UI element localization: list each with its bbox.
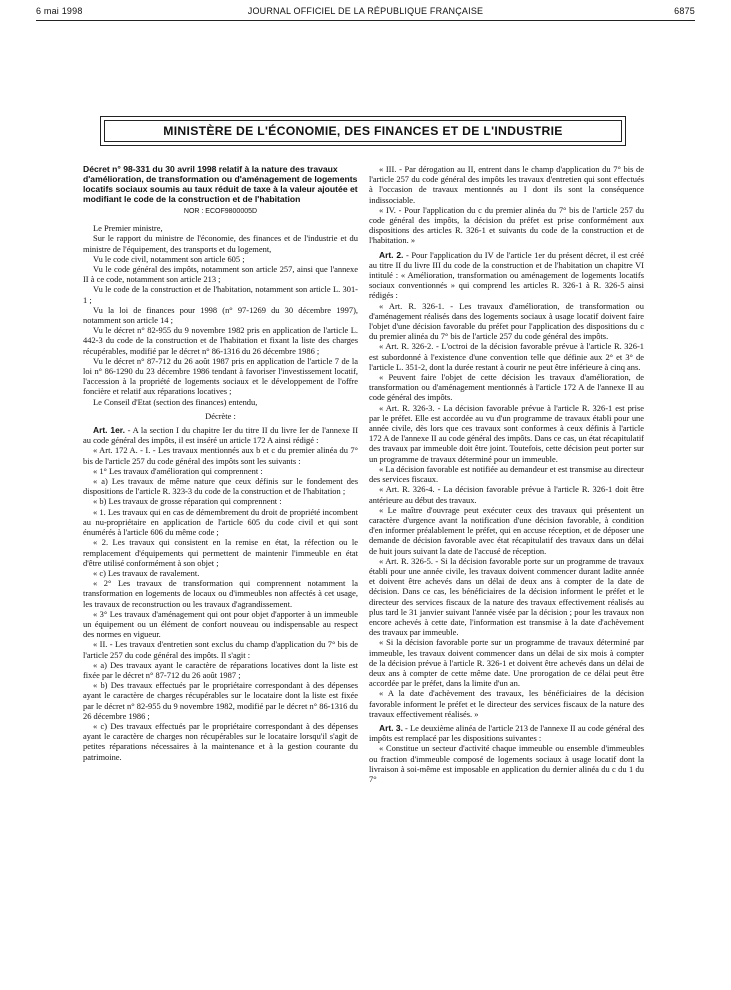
paragraph [83,507,358,538]
running-header [36,6,695,20]
paragraph [83,325,358,356]
paragraph [83,445,358,465]
paragraph-text: Sur le rapport du ministre de l'économie, des finances et de l'industrie et du ministre de l'équipement, des transports et du logement, [83,233,358,254]
paragraph-text: « a) Des travaux ayant le caractère de réparations locatives dont la liste est fixée par le décret n° 87-712 du 26 août 1987 ; [83,659,358,680]
paragraph [369,556,644,638]
paragraph [369,484,644,504]
paragraph-text: « Art. 172 A. - I. - Les travaux mentionnés aux b et c du premier alinéa du 7° bis de l'article 257 du code général des impôts sont les suivants : [83,445,358,466]
paragraph [83,223,358,233]
paragraph [83,680,358,721]
decree-nor: NOR : ECOF9800005D [183,208,258,215]
paragraph [83,411,358,421]
paragraph-text: « Art. R. 326-5. - Si la décision favorable porte sur un programme de travaux établi pour une année civile, les travaux doivent commencer durant ladite année et doivent être achevés dans un délai de deux ans à compter de la date de décision. Dans ce cas, les bénéficiaires de la décision informent le préfet et le directeur des services fiscaux de la nature des travaux effectivement réalisés au plus tard le 31 janvier suivant l'année visée par la décision ; pour les travaux non encore achevés à cette date, l'information est transmise à la date d'achèvement des travaux par immeuble. [369,555,644,638]
article-label: Art. 3. [379,722,403,733]
paragraph [369,688,644,719]
left-column [83,164,358,762]
paragraph-text: « Art. R. 326-2. - L'octroi de la décision favorable prévue à l'article R. 326-1 est subordonné à l'existence d'une convention telle que définie aux 2° et 3° de l'article L. 351-2, dont la durée restant à courir ne peut être inférieure à cinq ans. [369,341,644,372]
paragraph [83,284,358,304]
decree-title: Décret n° 98-331 du 30 avril 1998 relatif à la nature des travaux d'amélioration, de transformation ou d'aménagement de logements locatifs sociaux soumis au taux réduit de taxe à la valeur ajoutée et modifiant le code de la construction et de l'habitation [83,164,358,204]
paragraph [83,568,358,578]
paragraph [83,609,358,640]
paragraph [83,496,358,506]
header-journal: JOURNAL OFFICIEL DE LA RÉPUBLIQUE FRANÇAISE [247,6,484,16]
paragraph [83,305,358,325]
paragraph-text: Le Premier ministre, [93,223,163,234]
paragraph [83,476,358,496]
paragraph-text: « c) Les travaux de ravalement. [93,567,200,578]
article-paragraph [83,425,358,445]
paragraph [369,301,644,342]
article-label: Art. 2. [379,249,404,260]
paragraph-text: « b) Les travaux de grosse réparation qui comprennent : [93,496,282,507]
paragraph [83,466,358,476]
paragraph [369,341,644,372]
header-page-number: 6875 [674,6,695,16]
paragraph-text: Vu le code de la construction et de l'habitation, notamment son article L. 301-1 ; [83,284,358,305]
left-column-body [83,223,358,762]
paragraph [369,164,644,205]
paragraph-text: Vu la loi de finances pour 1998 (n° 97-1269 du 30 décembre 1997), notamment son article 14 ; [83,304,358,326]
paragraph [83,578,358,609]
paragraph-text: Le Conseil d'Etat (section des finances) entendu, [93,396,258,407]
header-rule [36,20,695,21]
paragraph [83,264,358,284]
ministry-box [100,116,626,146]
paragraph-text: - Pour l'application du IV de l'article 1er du présent décret, il est créé au titre II du livre III du code de la construction et de l'habitation un chapitre VI intitulé : « Amélioration, transformation ou aménagement de logements locatifs sociaux conventionnés » qui comprend les articles R. 326-1 à R. 326-5 ainsi rédigés : [369,249,645,301]
paragraph [369,743,644,784]
paragraph-text: « c) Des travaux effectués par le propriétaire correspondant à des dépenses ayant le caractère de charges non récupérables sur le locataire lorsqu'il s'agit de petites réparations nécessaires à la maintenance et à la gestion courante du patrimoine. [83,720,358,762]
paragraph [369,372,644,403]
paragraph-text: « A la date d'achèvement des travaux, les bénéficiaires de la décision favorable informent le préfet et le directeur des services fiscaux de la nature des travaux effectivement réalisés. » [369,688,644,719]
paragraph-text: « 3° Les travaux d'aménagement qui ont pour objet d'apporter à un immeuble un équipement ou un élément de confort nouveau ou indispensable au respect des normes en vigueur. [83,608,358,640]
paragraph [83,356,358,397]
paragraph-text: « 1. Les travaux qui en cas de démembrement du droit de propriété incombent au nu-propriétaire en application de l'article 605 du code civil et qui sont énumérés à l'article 606 du même code ; [83,506,358,538]
ministry-title: MINISTÈRE DE L'ÉCONOMIE, DES FINANCES ET DE L'INDUSTRIE [104,120,622,142]
paragraph [83,397,358,407]
paragraph-text: « Art. R. 326-4. - La décision favorable prévue à l'article R. 326-1 doit être antérieure au début des travaux. [369,484,644,505]
right-column [369,164,644,784]
paragraph-text: - A la section I du chapitre Ier du titre II du livre Ier de l'annexe II au code général des impôts, il est inséré un article 172 A ainsi rédigé : [83,425,359,446]
paragraph [83,639,358,659]
paragraph [369,637,644,688]
right-column-body [369,164,644,784]
paragraph-text: « 1° Les travaux d'amélioration qui comprennent : [93,465,263,476]
paragraph [369,205,644,246]
paragraph [83,721,358,762]
paragraph-text: « Art. R. 326-1. - Les travaux d'amélioration, de transformation ou d'aménagement réalisés dans des logements sociaux à usage locatif doivent faire l'objet d'une décision favorable du préfet pour l'application des dispositions du c du premier alinéa du 7° bis de l'article 257 du code général des impôts. [369,300,644,342]
paragraph-text: - Le deuxième alinéa de l'article 213 de l'annexe II au code général des impôts est remplacé par les dispositions suivantes : [369,722,645,744]
paragraph-text: « 2. Les travaux qui consistent en la remise en état, la réfection ou le remplacement d'équipements qui permettent de maintenir l'immeuble en état d'être utilisé conformément à son objet ; [83,537,358,568]
paragraph [83,233,358,253]
paragraph-text: « II. - Les travaux d'entretien sont exclus du champ d'application du 7° bis de l'article 257 du code général des impôts. Il s'agit : [83,639,358,660]
paragraph-text: « IV. - Pour l'application du c du premier alinéa du 7° bis de l'article 257 du code général des impôts, la décision du préfet est prise conformément aux dispositions des articles R. 326-1 et suivants du code de la construction et de l'habitation. » [369,204,644,246]
paragraph-text: « 2° Les travaux de transformation qui comprennent notamment la transformation en logements de locaux ou d'immeubles non affectés à cet usage, les travaux de reconstruction ou les travaux d'agrandissement. [83,578,358,609]
article-paragraph [369,250,644,301]
paragraph [83,537,358,568]
paragraph [369,403,644,464]
paragraph-text: « La décision favorable est notifiée au demandeur et est transmise au directeur des services fiscaux. [369,463,644,485]
header-date: 6 mai 1998 [36,6,83,16]
paragraph [369,464,644,484]
paragraph-text: Vu le code civil, notamment son article 605 ; [93,253,245,264]
paragraph-text: « b) Des travaux effectués par le propriétaire correspondant à des dépenses ayant le caractère de charges récupérables sur le locataire dont la liste est fixée par le décret n° 82-955 du 9 novembre 1982, modifié par le décret n° 86-1316 du 26 décembre 1986 ; [83,680,358,721]
article-label: Art. 1er. [93,425,125,436]
paragraph-text: Décrète : [205,410,236,421]
paragraph [369,505,644,556]
paragraph-text: Vu le code général des impôts, notamment son article 257, ainsi que l'annexe II à ce code, notamment son article 213 ; [83,264,358,285]
paragraph-text: « Le maître d'ouvrage peut exécuter ceux des travaux qui présentent un caractère d'urgence avant la notification d'une décision favorable, à condition d'en informer préalablement le préfet, qui en accuse réception, et de déposer une demande de décision favorable avec état récapitulatif des travaux dans un délai de huit jours suivant la date de l'accusé de réception. [369,504,644,556]
paragraph-text: Vu le décret n° 87-712 du 26 août 1987 pris en application de l'article 7 de la loi n° 86-1290 du 23 décembre 1986 tendant à favoriser l'investissement locatif, l'accession à la propriété de logements sociaux et le développement de l'offre foncière et relatif aux réparations locatives ; [83,355,358,397]
paragraph-text: « Peuvent faire l'objet de cette décision les travaux d'amélioration, de transformation ou d'aménagement mentionnés à l'article 172 A de l'annexe II au code général des impôts. [369,372,644,403]
paragraph [83,254,358,264]
paragraph-text: « III. - Par dérogation au II, entrent dans le champ d'application du 7° bis de l'article 257 du code général des impôts les travaux d'entretien qui sont effectués à l'occasion de travaux mentionnés au I dont ils sont la conséquence indissociable. [369,164,644,205]
paragraph-text: Vu le décret n° 82-955 du 9 novembre 1982 pris en application de l'article L. 442-3 du code de la construction et de l'habitation et fixant la liste des charges récupérables, modifié par le décret n° 86-1316 du 26 décembre 1986 ; [83,325,358,356]
paragraph [83,660,358,680]
paragraph-text: « Si la décision favorable porte sur un programme de travaux déterminé par immeuble, les travaux doivent commencer dans un délai de six mois à compter de la décision prévue à l'article R. 326-1 et doivent être achevés dans un délai de deux ans à compter de cette même date. Une prorogation de ce délai peut être accordée par le préfet, dans la limite d'un an. [369,637,644,689]
paragraph-text: « a) Les travaux de même nature que ceux définis sur le fondement des dispositions de l'article R. 323-3 du code de la construction et de l'habitation ; [83,476,358,497]
article-paragraph [369,723,644,743]
paragraph-text: « Constitue un secteur d'activité chaque immeuble ou ensemble d'immeubles ou fraction d'immeuble composé de logements sociaux à usage locatif dont la livraison à soi-même est imposable en application du dernier alinéa du c du 1 du 7° [369,743,644,784]
paragraph-text: « Art. R. 326-3. - La décision favorable prévue à l'article R. 326-1 est prise par le préfet. Elle est accordée au vu d'un programme de travaux établi pour une année civile, dès lors que ces travaux sont conformes à ceux définis à l'article 172 A de l'annexe II au code général des impôts. Dans ce cas, un état récapitulatif des travaux par immeuble doit être joint. Toutefois, cette décision peut porter sur un programme de travaux déterminé pour un immeuble. [369,402,644,464]
